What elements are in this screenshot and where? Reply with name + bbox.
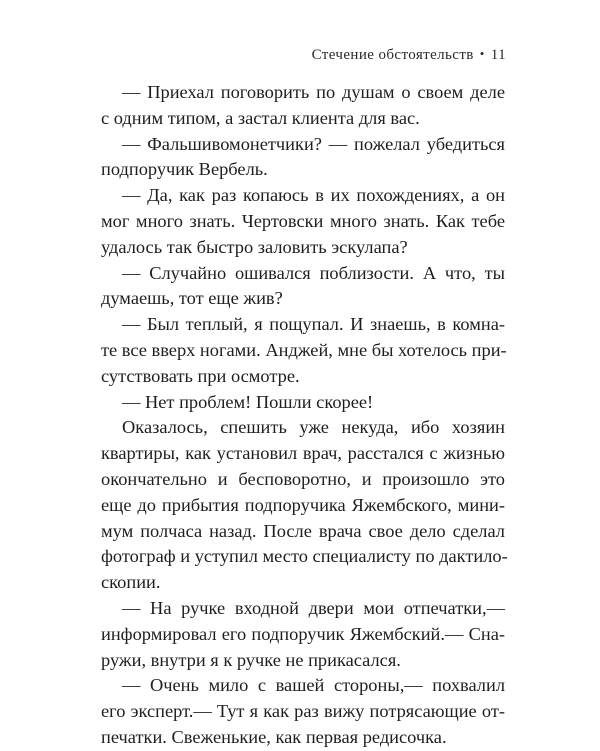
running-title: Стечение обстоятельств bbox=[311, 47, 474, 63]
text-line: Оказалось, спешить уже некуда, ибо хозяин bbox=[122, 417, 505, 438]
page-number: 11 bbox=[490, 47, 506, 63]
running-header bbox=[312, 46, 506, 64]
text-line: подпоручик Вербель. bbox=[101, 159, 268, 180]
text-line: — Очень мило с вашей стороны,— похвалил bbox=[122, 675, 505, 696]
text-line: ружи, внутри я к ручке не прикасался. bbox=[101, 649, 401, 670]
text-line: еще до прибытия подпоручика Яжембского, мини- bbox=[101, 494, 505, 515]
text-line: окончательно и бесповоротно, и произошло это bbox=[101, 468, 505, 489]
text-line: думаешь, тот еще жив? bbox=[101, 288, 283, 309]
text-line: те все вверх ногами. Анджей, мне бы хотелось при- bbox=[101, 339, 507, 360]
text-line: квартиры, как установил врач, расстался с жизнью bbox=[101, 443, 505, 464]
text-line: сутствовать при осмотре. bbox=[101, 365, 300, 386]
text-line: — Фальшивомонетчики? — пожелал убедиться bbox=[122, 133, 505, 154]
text-line: — Приехал поговорить по душам о своем деле bbox=[122, 82, 505, 102]
body-text bbox=[101, 80, 508, 751]
text-line: мог много знать. Чертовски много знать. Как тебе bbox=[101, 210, 505, 231]
text-line: информировал его подпоручик Яжембский.— Сна- bbox=[101, 623, 505, 644]
text-line: фотограф и уступил место специалисту по дактило- bbox=[101, 546, 508, 567]
text-line: — На ручке входной двери мои отпечатки,— bbox=[122, 597, 505, 618]
text-line: удалось так быстро заловить эскулапа? bbox=[101, 236, 408, 257]
text-line: — Да, как раз копаюсь в их похождениях, а он bbox=[122, 185, 505, 206]
text-line: скопии. bbox=[101, 572, 161, 593]
text-line: — Случайно ошивался поблизости. А что, ты bbox=[122, 262, 505, 283]
header-separator: • bbox=[479, 46, 485, 61]
text-line: — Нет проблем! Пошли скорее! bbox=[122, 391, 374, 412]
text-line: его эксперт.— Тут я как раз вижу потрясающие от- bbox=[101, 701, 505, 722]
text-line: — Был теплый, я пощупал. И знаешь, в комна- bbox=[122, 314, 505, 335]
text-line: печатки. Свеженькие, как первая редисочка. bbox=[101, 726, 447, 747]
text-line: мум полчаса назад. После врача свое дело сделал bbox=[101, 520, 505, 541]
text-line: с одним типом, а застал клиента для вас. bbox=[101, 107, 420, 128]
